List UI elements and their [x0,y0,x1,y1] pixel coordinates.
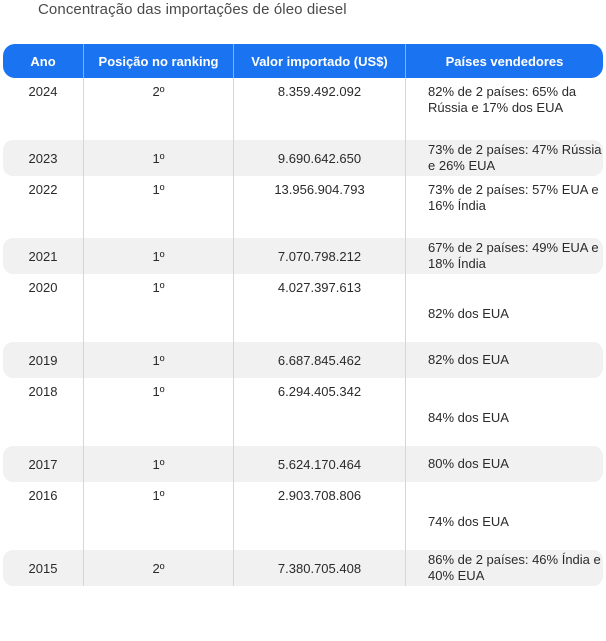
cell-posicao: 1º [83,176,233,238]
table-row [3,140,603,176]
cell-paises: 84% dos EUA [405,378,603,446]
cell-ano: 2017 [3,446,83,482]
table-row [3,482,603,550]
cell-paises: 82% dos EUA [405,274,603,342]
cell-posicao: 2º [83,550,233,586]
cell-posicao: 1º [83,274,233,342]
table-title: Concentração das importações de óleo diesel [38,1,347,18]
import-table [3,44,603,586]
cell-posicao: 2º [83,78,233,140]
table-row [3,176,603,238]
cell-valor: 4.027.397.613 [233,274,405,342]
cell-paises: 82% de 2 países: 65% da Rússia e 17% dos EUA [405,78,603,140]
column-header-ano: Ano [3,44,83,78]
table-row [3,78,603,140]
cell-paises: 80% dos EUA [405,446,603,482]
cell-ano: 2015 [3,550,83,586]
cell-posicao: 1º [83,238,233,274]
table-row [3,342,603,378]
cell-ano: 2018 [3,378,83,446]
table-row [3,274,603,342]
cell-ano: 2016 [3,482,83,550]
cell-ano: 2024 [3,78,83,140]
cell-ano: 2019 [3,342,83,378]
cell-posicao: 1º [83,378,233,446]
cell-paises: 74% dos EUA [405,482,603,550]
cell-paises: 73% de 2 países: 47% Rússia e 26% EUA [405,140,603,176]
cell-ano: 2021 [3,238,83,274]
cell-paises: 73% de 2 países: 57% EUA e 16% Índia [405,176,603,238]
column-header-paises: Países vendedores [405,44,603,78]
cell-valor: 2.903.708.806 [233,482,405,550]
cell-valor: 9.690.642.650 [233,140,405,176]
cell-ano: 2023 [3,140,83,176]
cell-paises: 82% dos EUA [405,342,603,378]
cell-valor: 8.359.492.092 [233,78,405,140]
table-row [3,378,603,446]
cell-valor: 13.956.904.793 [233,176,405,238]
cell-posicao: 1º [83,446,233,482]
header-row [3,44,603,78]
cell-valor: 7.380.705.408 [233,550,405,586]
cell-valor: 6.294.405.342 [233,378,405,446]
cell-valor: 5.624.170.464 [233,446,405,482]
cell-posicao: 1º [83,140,233,176]
table-row [3,550,603,586]
cell-posicao: 1º [83,482,233,550]
column-header-posicao: Posição no ranking [83,44,233,78]
cell-ano: 2022 [3,176,83,238]
cell-paises: 86% de 2 países: 46% Índia e 40% EUA [405,550,603,586]
cell-ano: 2020 [3,274,83,342]
cell-posicao: 1º [83,342,233,378]
table-row [3,446,603,482]
cell-valor: 6.687.845.462 [233,342,405,378]
cell-valor: 7.070.798.212 [233,238,405,274]
column-header-valor: Valor importado (US$) [233,44,405,78]
cell-paises: 67% de 2 países: 49% EUA e 18% Índia [405,238,603,274]
table-row [3,238,603,274]
